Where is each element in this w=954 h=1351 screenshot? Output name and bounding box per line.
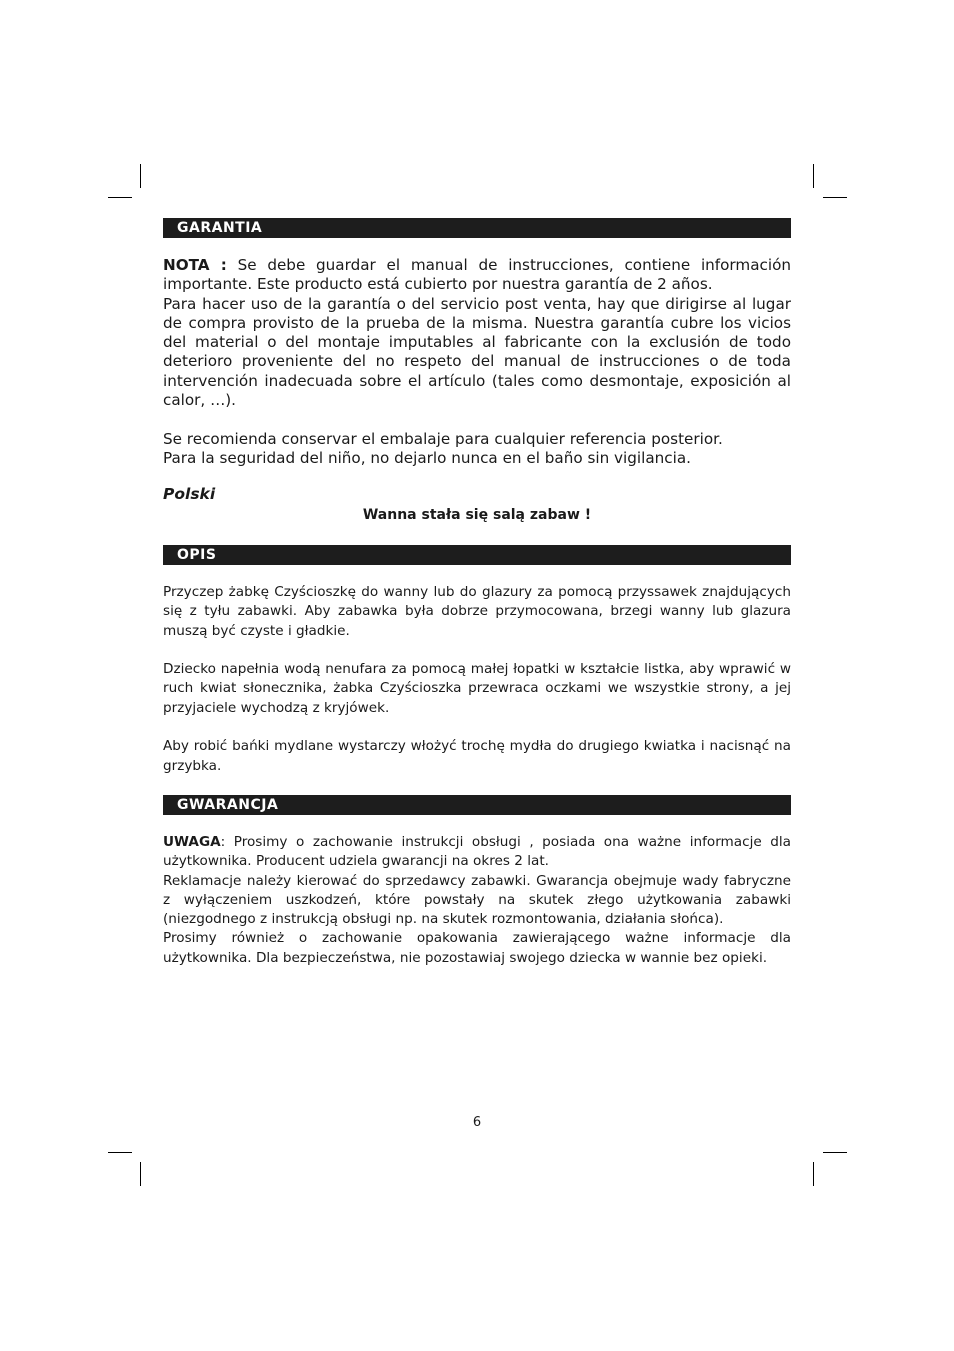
opis-paragraph-2: Dziecko napełnia wodą nenufara za pomocą małej łopatki w kształcie listka, aby wprawić w ruch kwiat słonecznika, żabka Czyścioszka przewraca oczkami we wszystkie strony, a jej przyjaciele wychodzą z kryjówek. [163, 661, 791, 716]
polish-subtitle: Wanna stała się salą zabaw ! [362, 507, 592, 523]
opis-body [163, 583, 791, 776]
crop-mark-top-left-horizontal [108, 197, 132, 198]
gwarancja-title: GWARANCJA [177, 797, 279, 813]
crop-mark-top-right-vertical [813, 164, 814, 188]
opis-paragraph-3: Aby robić bańki mydlane wystarczy włożyć trochę mydła do drugiego kwiatka i nacisnąć na grzybka. [163, 738, 791, 774]
gwarancja-paragraph-2: Reklamacje należy kierować do sprzedawcy zabawki. Gwarancja obejmuje wady fabryczne z wyłączeniem uszkodzeń, które powstały na skutek złego użytkowania zabawki (niezgodnego z instrukcją obsługi np. na skutek rozmontowania, działania słońca). [163, 872, 791, 928]
page-number: 6 [472, 1115, 482, 1130]
garantia-paragraph-2: Se recomienda conservar el embalaje para cualquier referencia posterior. [163, 429, 723, 448]
crop-mark-top-right-horizontal [823, 197, 847, 198]
garantia-paragraph-1: Para hacer uso de la garantía o del servicio post venta, hay que dirigirse al lugar de compra provisto de la prueba de la misma. Nuestra garantía cubre los vicios del material o del montaje imputables al fabricante con la exclusión de todo deterioro proveniente del no respeto del manual de instrucciones o de toda intervención inadecuada sobre el artículo (tales como desmontaje, exposición al calor, …). [163, 294, 791, 410]
nota-text: Se debe guardar el manual de instrucciones, contiene información importante. Este producto está cubierto por nuestra garantía de 2 años. [163, 256, 791, 294]
gwarancja-body [163, 833, 791, 968]
uwaga-paragraph [163, 833, 791, 872]
crop-mark-top-left-vertical [140, 164, 141, 188]
gwarancja-header-bar [163, 795, 791, 815]
garantia-paragraph-3: Para la seguridad del niño, no dejarlo nunca en el baño sin vigilancia. [163, 448, 691, 467]
garantia-body [163, 256, 791, 468]
uwaga-text: : Prosimy o zachowanie instrukcji obsługi , posiada ona ważne informacje dla użytkownika. Producent udziela gwarancji na okres 2 lat. [163, 834, 791, 870]
opis-title: OPIS [177, 547, 217, 563]
uwaga-label: UWAGA [163, 834, 221, 850]
garantia-title: GARANTIA [177, 220, 263, 236]
language-heading: Polski [163, 485, 216, 503]
opis-header-bar [163, 545, 791, 565]
nota-label: NOTA : [163, 256, 227, 274]
crop-mark-bottom-right-vertical [813, 1162, 814, 1186]
crop-mark-bottom-right-horizontal [823, 1152, 847, 1153]
nota-paragraph [163, 256, 791, 295]
crop-mark-bottom-left-vertical [140, 1162, 141, 1186]
garantia-header-bar [163, 218, 791, 238]
crop-mark-bottom-left-horizontal [108, 1152, 132, 1153]
opis-paragraph-1: Przyczep żabkę Czyścioszkę do wanny lub do glazury za pomocą przyssawek znajdujących się z tyłu zabawki. Aby zabawka była dobrze przymocowana, brzegi wanny lub glazura muszą być czyste i gładkie. [163, 584, 791, 639]
gwarancja-paragraph-3: Prosimy również o zachowanie opakowania zawierającego ważne informacje dla użytkownika. Dla bezpieczeństwa, nie pozostawiaj swojego dziecka w wannie bez opieki. [163, 930, 791, 966]
